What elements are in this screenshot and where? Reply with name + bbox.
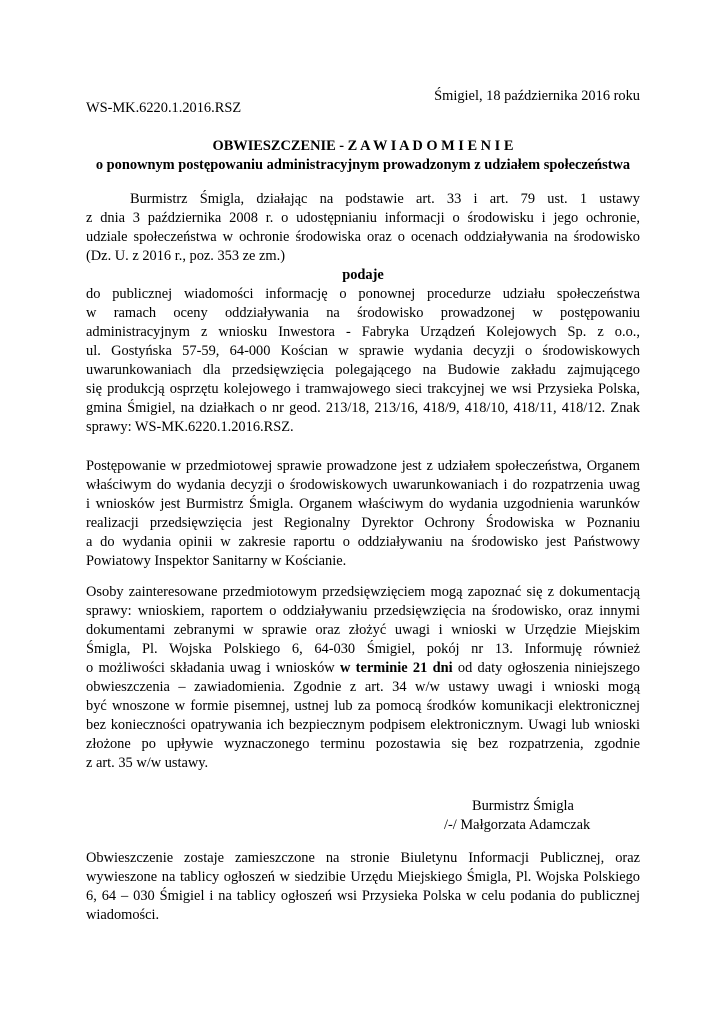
- place-date: Śmigiel, 18 października 2016 roku: [434, 88, 640, 104]
- document-subtitle: o ponownym postępowaniu administracyjnym prowadzonym z udziałem społeczeństwa: [95, 157, 631, 173]
- paragraph3-line: bez konieczności opatrywania ich bezpiecznym podpisem elektronicznym. Uwagi lub wnioski: [86, 717, 640, 733]
- paragraph2-line: właściwym do wydania decyzji o środowiskowych uwarunkowaniach i do rozpatrzenia uwag: [86, 477, 640, 493]
- paragraph3-line: być wnoszone w formie pisemnej, ustnej lub za pomocą środków komunikacji elektronicznej: [86, 698, 640, 714]
- paragraph2-line: i wniosków jest Burmistrz Śmigla. Organem właściwym do wydania uzgodnienia warunków: [86, 496, 640, 512]
- paragraph2-line: Powiatowy Inspektor Sanitarny w Kościanie.: [86, 553, 347, 569]
- deadline-post: od daty ogłoszenia niniejszego: [452, 660, 640, 676]
- footer-line: Obwieszczenie zostaje zamieszczone na stronie Biuletynu Informacji Publicznej, oraz: [86, 850, 640, 866]
- paragraph3-line: Osoby zainteresowane przedmiotowym przedsięwzięciem mogą zapoznać się z dokumentacją: [86, 584, 640, 600]
- paragraph1-line: do publicznej wiadomości informację o ponownej procedurze udziału społeczeństwa: [86, 286, 640, 302]
- paragraph2-line: Postępowanie w przedmiotowej sprawie prowadzone jest z udziałem społeczeństwa, Organem: [86, 458, 640, 474]
- footer-line: 6, 64 – 030 Śmigiel i na tablicy ogłoszeń wsi Przysieka Polska w celu podania do publicznej: [86, 888, 640, 904]
- case-number: WS-MK.6220.1.2016.RSZ: [86, 100, 242, 116]
- paragraph1-line: się produkcją osprzętu kolejowego i tramwajowego sieci trakcyjnej we wsi Przysieka Polska,: [86, 381, 640, 397]
- signature-title: Burmistrz Śmigla: [472, 798, 574, 814]
- paragraph3-line: obwieszczenia – zawiadomienia. Zgodnie z art. 34 w/w ustawy uwagi i wnioski mogą: [86, 679, 640, 695]
- podaje-heading: podaje: [342, 267, 384, 283]
- deadline-pre: o możliwości składania uwag i wniosków: [86, 660, 340, 676]
- intro-line: udziale społeczeństwa w ochronie środowiska oraz o ocenach oddziaływania na środowisko: [86, 229, 640, 245]
- intro-line: (Dz. U. z 2016 r., poz. 353 ze zm.): [86, 248, 286, 264]
- paragraph2-line: a do wydania opinii w zakresie raportu o oddziaływaniu na środowisko jest Państwowy: [86, 534, 640, 550]
- paragraph3-line: złożone po upływie wyznaczonego terminu pozostawia się bez rozpatrzenia, zgodnie: [86, 736, 640, 752]
- signature-name: /-/ Małgorzata Adamczak: [444, 817, 591, 833]
- intro-line: z dnia 3 października 2008 r. o udostępnianiu informacji o środowisku i jego ochronie,: [86, 210, 640, 226]
- footer-line: wywieszone na tablicy ogłoszeń w siedzibie Urzędu Miejskiego Śmigla, Pl. Wojska Polskiego: [86, 869, 640, 885]
- paragraph1-line: w ramach oceny oddziaływania na środowisko prowadzonej w postępowaniu: [86, 305, 640, 321]
- paragraph1-line: uwarunkowaniach dla przedsięwzięcia polegającego na Budowie zakładu zajmującego: [86, 362, 640, 378]
- paragraph2-line: realizacji przedsięwzięcia jest Regionalny Dyrektor Ochrony Środowiska w Poznaniu: [86, 515, 640, 531]
- deadline-bold: w terminie 21 dni: [339, 660, 453, 676]
- paragraph3-line: dokumentami zebranymi w sprawie oraz złożyć uwagi i wnioski w Urzędzie Miejskim: [86, 622, 640, 638]
- paragraph3-deadline-line: [86, 659, 640, 678]
- paragraph3-line: sprawy: wnioskiem, raportem o oddziaływaniu przedsięwzięcia na środowisko, oraz innymi: [86, 603, 640, 619]
- intro-line: Burmistrz Śmigla, działając na podstawie art. 33 i art. 79 ust. 1 ustawy: [130, 191, 640, 207]
- paragraph3-line: Śmigla, Pl. Wojska Polskiego 6, 64-030 Śmigiel, pokój nr 13. Informuję również: [86, 641, 640, 657]
- paragraph1-line: sprawy: WS-MK.6220.1.2016.RSZ.: [86, 419, 294, 435]
- paragraph3-line: z art. 35 w/w ustawy.: [86, 755, 209, 771]
- paragraph1-line: gmina Śmigiel, na działkach o nr geod. 213/18, 213/16, 418/9, 418/10, 418/11, 418/12. Znak: [86, 400, 640, 416]
- footer-line: wiadomości.: [86, 907, 160, 923]
- paragraph1-line: ul. Gostyńska 57-59, 64-000 Kościan w sprawie wydania decyzji o środowiskowych: [86, 343, 640, 359]
- paragraph1-line: administracyjnym z wniosku Inwestora - Fabryka Urządzeń Kolejowych Sp. z o.o.,: [86, 324, 640, 340]
- document-title: OBWIESZCZENIE - Z A W I A D O M I E N I E: [212, 138, 514, 154]
